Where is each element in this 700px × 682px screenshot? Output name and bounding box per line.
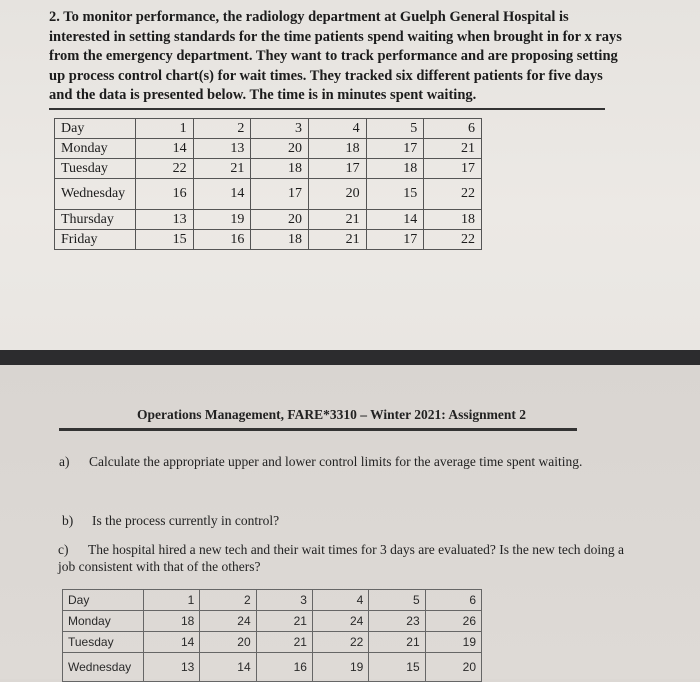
day-cell: Wednesday — [63, 653, 144, 682]
value-cell: 14 — [136, 139, 194, 159]
value-cell: 22 — [424, 179, 482, 210]
value-cell: 20 — [251, 210, 309, 230]
table-header-cell: 3 — [251, 119, 309, 139]
table-header-row — [55, 119, 482, 139]
table-header-cell: 1 — [136, 119, 194, 139]
day-cell: Thursday — [55, 210, 136, 230]
part-b — [62, 512, 622, 529]
day-cell: Monday — [55, 139, 136, 159]
value-cell: 19 — [193, 210, 251, 230]
table-header-cell: 4 — [308, 119, 366, 139]
value-cell: 18 — [424, 210, 482, 230]
value-cell: 14 — [144, 632, 200, 653]
value-cell: 21 — [369, 632, 425, 653]
page-header-title: Operations Management, FARE*3310 – Winter 2021: Assignment 2 — [137, 407, 526, 422]
value-cell: 26 — [425, 611, 481, 632]
value-cell: 16 — [136, 179, 194, 210]
table-row — [63, 653, 482, 682]
part-a-text: Calculate the appropriate upper and lower control limits for the average time spent waiting. — [89, 454, 583, 469]
value-cell: 20 — [425, 653, 481, 682]
value-cell: 13 — [136, 210, 194, 230]
value-cell: 18 — [251, 230, 309, 250]
part-c — [58, 541, 638, 575]
value-cell: 14 — [200, 653, 256, 682]
value-cell: 18 — [366, 159, 424, 179]
value-cell: 18 — [251, 159, 309, 179]
value-cell: 22 — [136, 159, 194, 179]
table-header-cell: 2 — [193, 119, 251, 139]
part-b-label: b) — [62, 513, 74, 528]
table-header-cell: 1 — [144, 590, 200, 611]
table-header-cell: 6 — [424, 119, 482, 139]
value-cell: 14 — [366, 210, 424, 230]
table-header-row — [63, 590, 482, 611]
table-header-cell: 3 — [256, 590, 312, 611]
value-cell: 21 — [424, 139, 482, 159]
value-cell: 20 — [200, 632, 256, 653]
wait-times-table — [54, 118, 482, 250]
question-2-text: 2. To monitor performance, the radiology department at Guelph General Hospital is interested in setting standards for the time patients spend waiting when brought in for x rays from the emergency department. They want to track performance and are proposing setting up process control chart(s) for wait times. They tracked six different patients for five days and the data is presented below. The time is in minutes spent waiting. — [49, 9, 622, 103]
table-header-cell: Day — [55, 119, 136, 139]
part-b-text: Is the process currently in control? — [92, 513, 280, 528]
value-cell: 24 — [200, 611, 256, 632]
value-cell: 18 — [144, 611, 200, 632]
value-cell: 13 — [193, 139, 251, 159]
value-cell: 21 — [308, 210, 366, 230]
value-cell: 19 — [425, 632, 481, 653]
part-a — [59, 453, 619, 470]
part-c-text: The hospital hired a new tech and their wait times for 3 days are evaluated? Is the new tech doing a job consistent with that of the others? — [58, 542, 625, 574]
header-rule — [59, 428, 577, 431]
day-cell: Monday — [63, 611, 144, 632]
table-header-cell: 5 — [366, 119, 424, 139]
value-cell: 21 — [308, 230, 366, 250]
table-row — [63, 632, 482, 653]
value-cell: 15 — [369, 653, 425, 682]
table-row — [63, 611, 482, 632]
table-header-cell: Day — [63, 590, 144, 611]
question-underline — [49, 108, 605, 110]
value-cell: 20 — [308, 179, 366, 210]
table-row — [55, 210, 482, 230]
part-c-label: c) — [58, 542, 69, 557]
new-tech-table — [62, 589, 482, 682]
table-row — [55, 139, 482, 159]
page-divider-shadow — [0, 350, 700, 365]
value-cell: 22 — [312, 632, 368, 653]
value-cell: 24 — [312, 611, 368, 632]
day-cell: Tuesday — [55, 159, 136, 179]
day-cell: Friday — [55, 230, 136, 250]
table-header-cell: 2 — [200, 590, 256, 611]
value-cell: 20 — [251, 139, 309, 159]
value-cell: 17 — [424, 159, 482, 179]
table-row — [55, 230, 482, 250]
table-header-cell: 4 — [312, 590, 368, 611]
value-cell: 21 — [193, 159, 251, 179]
value-cell: 17 — [366, 139, 424, 159]
value-cell: 17 — [366, 230, 424, 250]
part-a-label: a) — [59, 454, 70, 469]
value-cell: 17 — [308, 159, 366, 179]
table-header-cell: 5 — [369, 590, 425, 611]
value-cell: 15 — [136, 230, 194, 250]
value-cell: 13 — [144, 653, 200, 682]
value-cell: 21 — [256, 611, 312, 632]
value-cell: 17 — [251, 179, 309, 210]
table-row — [55, 179, 482, 210]
value-cell: 21 — [256, 632, 312, 653]
value-cell: 16 — [193, 230, 251, 250]
value-cell: 22 — [424, 230, 482, 250]
value-cell: 18 — [308, 139, 366, 159]
value-cell: 16 — [256, 653, 312, 682]
value-cell: 15 — [366, 179, 424, 210]
table-header-cell: 6 — [425, 590, 481, 611]
value-cell: 19 — [312, 653, 368, 682]
day-cell: Tuesday — [63, 632, 144, 653]
table-row — [55, 159, 482, 179]
value-cell: 14 — [193, 179, 251, 210]
day-cell: Wednesday — [55, 179, 136, 210]
value-cell: 23 — [369, 611, 425, 632]
